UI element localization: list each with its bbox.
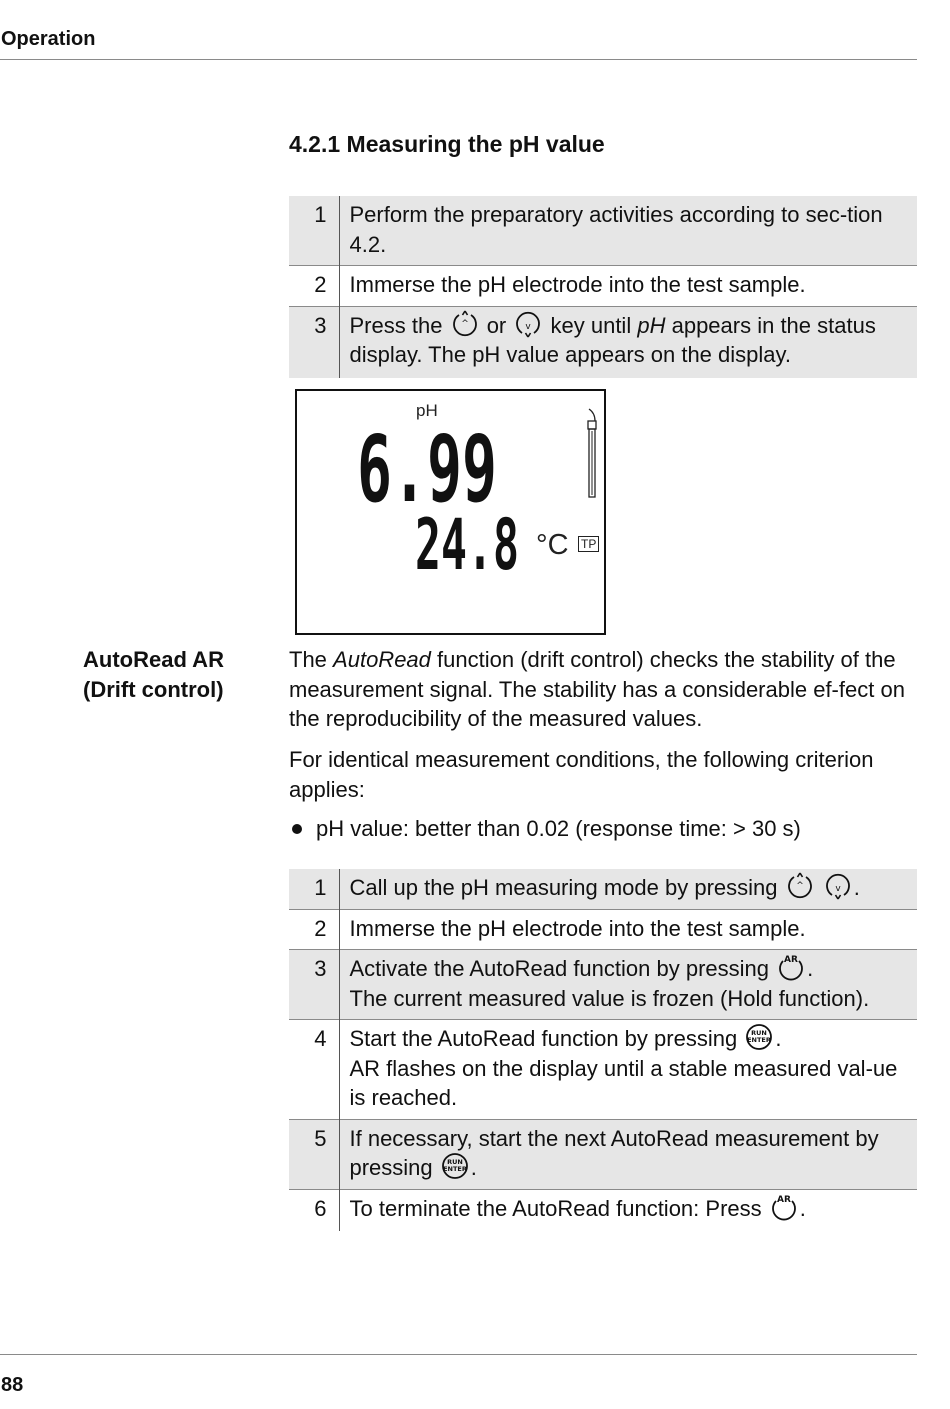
steps-table-measuring (289, 196, 917, 378)
step-text-end: . (807, 956, 814, 981)
bullet-item (289, 814, 917, 844)
step-text-line2: The current measured value is frozen (Hold function). (349, 985, 870, 1011)
step-row (289, 196, 917, 266)
svg-text:6.99: 6.99 (357, 421, 497, 511)
intro-part: The (289, 647, 327, 672)
step-text-end: . (775, 1026, 782, 1051)
svg-text:RUN: RUN (446, 1158, 463, 1167)
svg-text:RUN: RUN (751, 1029, 768, 1038)
meter-display-illustration (295, 389, 606, 635)
autoread-intro (289, 645, 917, 734)
running-header: Operation (1, 28, 96, 50)
criterion-paragraph: For identical measurement conditions, the following criterion applies: (289, 747, 874, 802)
step-number: 2 (289, 909, 339, 950)
step-text-part: key until (550, 312, 632, 338)
step-number: 1 (289, 869, 339, 909)
bullet-text: pH value: better than 0.02 (response time: > 30 s) (316, 816, 801, 841)
step-row (289, 1020, 917, 1120)
tp-indicator: TP (578, 536, 599, 552)
step-text-part: If necessary, start the next AutoRead measurement by pressing (349, 1125, 879, 1180)
step-text-end: . (470, 1155, 477, 1180)
step-text (339, 1020, 917, 1120)
svg-text:24.8: 24.8 (415, 509, 519, 577)
svg-text:ENTER: ENTER (442, 1165, 467, 1174)
step-number: 6 (289, 1189, 339, 1231)
step-row (289, 1119, 917, 1189)
step-number: 5 (289, 1119, 339, 1189)
step-row (289, 909, 917, 950)
svg-text:v: v (525, 321, 532, 332)
svg-text:ENTER: ENTER (747, 1036, 772, 1045)
step-text-part: Press the (349, 312, 443, 338)
step-text-line2: AR flashes on the display until a stable measured val-ue is reached. (349, 1055, 898, 1110)
step-text-part: Call up the pH measuring mode by pressing (349, 875, 778, 900)
step-text (339, 1119, 917, 1189)
step-number: 3 (289, 306, 339, 378)
step-text-part: or (486, 312, 507, 338)
step-text-part: Start the AutoRead function by pressing (349, 1026, 738, 1051)
step-text-part: To terminate the AutoRead function: Press (349, 1195, 762, 1221)
step-text (339, 306, 917, 378)
step-text (339, 1189, 917, 1231)
step-text-part: appears in the status display. The pH value appears on the display. (349, 312, 876, 367)
svg-text:v: v (835, 884, 841, 895)
intro-italic: AutoRead (333, 647, 431, 672)
steps-table-autoread (289, 869, 917, 1231)
step-text-part: Activate the AutoRead function by pressing (349, 956, 769, 981)
step-text-end: . (799, 1195, 806, 1221)
step-text-italic: pH (637, 312, 666, 338)
page-number: 88 (1, 1374, 24, 1396)
footer-rule (0, 1354, 917, 1355)
step-text: Immerse the pH electrode into the test sample. (339, 909, 917, 950)
svg-text:^: ^ (795, 881, 804, 892)
svg-text:^: ^ (460, 318, 469, 329)
svg-text:AR: AR (784, 955, 799, 966)
section-title: 4.2.1 Measuring the pH value (289, 131, 605, 157)
header-rule (0, 59, 917, 60)
step-row (289, 306, 917, 378)
run-enter-key-icon (440, 1151, 470, 1181)
electrode-icon (585, 407, 599, 499)
temperature-unit: °C (536, 529, 569, 561)
step-row (289, 869, 917, 909)
side-heading-autoread (83, 645, 273, 704)
step-row (289, 1189, 917, 1231)
side-heading-line: AutoRead AR (83, 647, 224, 672)
display-main-value (357, 421, 507, 511)
up-arrow-key-icon (450, 309, 480, 339)
bullet-icon (292, 824, 302, 834)
step-number: 1 (289, 196, 339, 266)
svg-text:AR: AR (776, 1194, 791, 1205)
ar-key-icon (776, 952, 806, 982)
step-text (339, 869, 917, 909)
display-mode-label: pH (416, 401, 438, 420)
up-arrow-key-icon (785, 871, 815, 901)
step-row (289, 950, 917, 1020)
step-text-end: . (853, 875, 860, 900)
display-temperature-value (415, 509, 523, 577)
down-arrow-key-icon (513, 309, 543, 339)
intro-part: function (drift control) checks the stability of the measurement signal. The stability has a considerable ef-fect on the reproducibility of the measured values. (289, 647, 905, 731)
step-number: 2 (289, 266, 339, 307)
run-enter-key-icon (744, 1022, 774, 1052)
step-row (289, 266, 917, 307)
step-text: Immerse the pH electrode into the test sample. (339, 266, 917, 307)
step-number: 3 (289, 950, 339, 1020)
step-text: Perform the preparatory activities according to sec-tion 4.2. (339, 196, 917, 266)
down-arrow-key-icon (823, 871, 853, 901)
side-heading-line: (Drift control) (83, 676, 224, 702)
step-text (339, 950, 917, 1020)
ar-key-icon (769, 1192, 799, 1222)
step-number: 4 (289, 1020, 339, 1120)
